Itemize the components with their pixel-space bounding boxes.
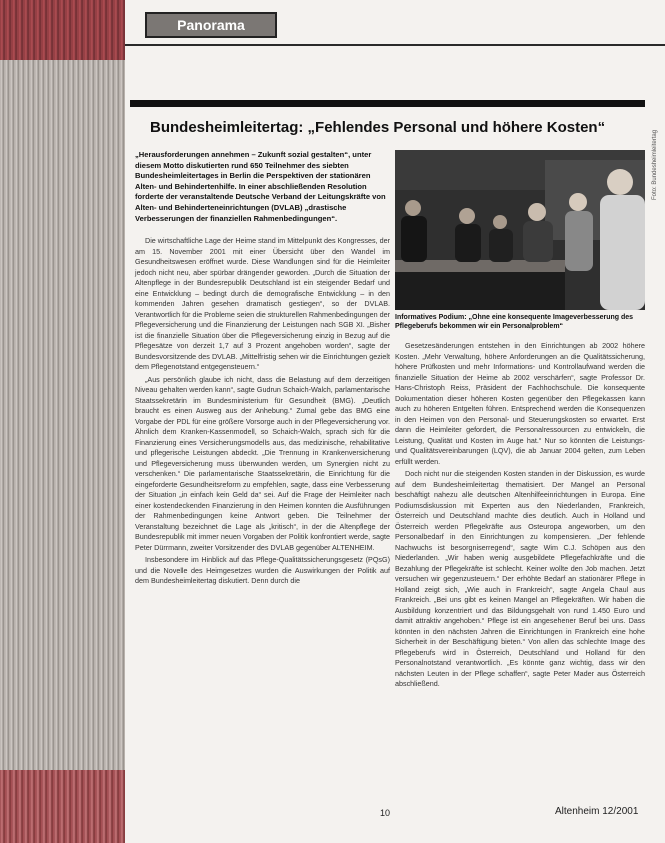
magazine-page <box>125 0 665 843</box>
book-page-stack <box>0 0 128 843</box>
issue-footer: Altenheim 12/2001 <box>555 806 639 817</box>
body-paragraph: Insbesondere im Hinblick auf das Pflege-Qualitätssicherungsgesetz (PQsG) und die Novelle des Heimgesetzes wurden die Auswirkungen der Politik auf dem Bundesheimleitertag diskutiert. Denn durch die <box>135 555 390 585</box>
podium-photo-illustration <box>395 150 645 310</box>
header-rule <box>125 44 665 46</box>
photo-credit: Foto: Bundesheimleitertag <box>652 129 658 200</box>
page-stack-bottom-edge <box>0 770 128 843</box>
section-tab: Panorama <box>145 12 277 38</box>
article-headline: Bundesheimleitertag: „Fehlendes Personal und höhere Kosten“ <box>150 119 606 136</box>
body-paragraph: Die wirtschaftliche Lage der Heime stand im Mittelpunkt des Kongresses, der am 15. November 2001 mit einer Übersicht über den Wandel im Gesundheitswesen eröffnet wurde. Diese Wandlungen sind für die Heimleiter jedoch nicht neu, aber spürbar drängender geworden. „Durch die Situation der Altenpflege in der Bundesrepublik Deutschland ist ein steigender Bedarf und eine Entwicklung – bedingt durch die demografische Entwicklung – in den kommenden Jahren gesehen dramatisch gestiegen“, so der DVLAB. Verantwortlich für die Probleme seien die strukturellen Rahmenbedingungen der Pflegeversicherung und die Finanzierung der Leistungen nach SGB XI. „Bisher ist die finanzielle Situation über die Pflegeversicherung einzig in Bezug auf die Pflegesätze von derzeit 1,7 auf 3 Prozent angehoben worden“, sagte der Bundesvorsitzende des DVLAB. „Mittelfristig sehen wir die Einrichtungen gezielt dem Pflegenotstand entgegensteuern.“ <box>135 236 390 371</box>
body-paragraph: Doch nicht nur die steigenden Kosten standen in der Diskussion, es wurde auf dem Bundesheimleitertag thematisiert. Der Mangel an Personal beschäftigt nahezu alle deutschen Altenhilfeeinrichtungen in Europa. Eine Podiumsdiskussion mit Experten aus den Niederlanden, Frankreich, Österreich und Deutschland machte dies deutlich. Auch in Holland und Österreich werden Pflegekräfte aus Osteuropa angeworben, um den Personalbedarf in den Einrichtungen zu kompensieren. „Der fehlende Nachwuchs ist besorgniserregend“, sagte Wim C.J. Schöpen aus den Niederlanden. „Wir haben wenig ausgebildete Pflegefachkräfte und die Bezahlung der Pflegekräfte ist schlecht. Keiner wollte den Job machen. Jetzt versuchen wir gegenzusteuern.“ Der erhöhte Bedarf an stationärer Pflege in Holland zeigt sich, „Wie auch in Frankreich“, sagte Angela Chaul aus Frankreich. „Bei uns gibt es keinen Mangel an Pflegekräften. Wir haben die Ausbildung konzentriert und das Bildungsgehalt von rund 1.450 Euro und damit attraktiv angehoben.“ Pflege ist ein angesehener Beruf bei uns. Dass könnten in den nächsten Jahren die Einrichtungen in Frankreich eine hohe Sicherheit in der Beschäftigung bieten.“ Von allen das schlechte Image des Pflegeberufs wird in Österreich, Deutschland und Holland für den Personalnotstand verantwortlich. „Es könnte ganz wichtig, dass wir den nächsten Leuten in der Pflege schaffen“, sagte Peter Mader aus Österreich abschließend. <box>395 469 645 688</box>
body-paragraph: „Aus persönlich glaube ich nicht, dass die Belastung auf dem derzeitigen Niveau gehalten werden kann“, sagte Gudrun Schaich-Walch, parlamentarische Staatssekretärin im Bundesministerium für Gesundheit (BMG). „Deutlich braucht es einen Ausweg aus der Anhebung.“ Zumal gebe das BMG eine Vorgabe der PDL für eine größere Vorsorge auch in der Pflegeversicherung vor. Ähnlich dem Kranken-Kassenmodell, so Schaich-Walch, sprach sich für die Finanzierung eines Versicherungsmodells aus, das medizinische, rehabilitative und pflegerische Leistungen abdeckt. „Die Trennung in Krankenversicherung und Pflegeversicherung muss überwunden werden, um Synergien nicht zu verschenken.“ Die parlamentarische Staatssekretärin, die Einrichtung für die eingeforderte Gesundheitsreform zu empfehlen, sagte, dass eine Verbesserung der Situation „in einfach kein Geld da“ sei. Auf die Frage der Heimleiter nach einer kostendeckenden Finanzierung in den Heimen konnten die Ausführungen der Rahmenbedingungen keine Antwort geben. Die Teilnehmer der Veranstaltung bezeichnet die Lage als „kritisch“, in der die Altenpflege der Bundesrepublik mit immer neuen Vorgaben der Politik konfrontiert werde, sagte Peter Dürrmann, zweiter Vorsitzender des DVLAB gegenüber ALTENHEIM. <box>135 374 390 552</box>
body-paragraph: Gesetzesänderungen entstehen in den Einrichtungen ab 2002 höhere Kosten. „Mehr Verwaltung, höhere Anforderungen an die Qualitätssicherung, höhere Prüfkosten und mehr Informations- und Kontrollaufwand werden die finanzielle Situation der Heime ab 2002 verschärfen“, sagte Professor Dr. Hans-Christoph Reiss, Präsident der Fachhochschule. Die konsequente Dokumentation dieser höheren Kosten gegenüber den Pflegekassen kann auch zu höheren Entgelten führen. Entsprechend werden die Konsequenzen in den Heimen von den Personal- und Steuerungskosten so erwartet. Erst dann die Heimleiter gefordert, die Personalressourcen zu entwickeln, die Leistung, Qualität und Kosten im Auge hat.“ Nur so könnten die Leistungs- und Qualitätsvereinbarungen (LQV), die ab Januar 2004 gelten, zum Leben erfüllt werden. <box>395 341 645 466</box>
right-column <box>395 341 645 692</box>
page-number: 10 <box>380 808 391 818</box>
photo-caption: Informatives Podium: „Ohne eine konsequente Imageverbesserung des Pflegeberufs bekommen wir ein Personalproblem“ <box>395 314 634 330</box>
article-lead: „Herausforderungen annehmen – Zukunft sozial gestalten“, unter diesem Motto diskutierten rund 650 Teilnehmer des siebten Bundesheimleitertages in Berlin die Perspektiven der stationären Alten- und Behindertenhilfe. In einer abschließenden Resolution forderte der veranstaltende Deutsche Verband der Leitungskräfte von Alten- und Behinderteneinrichtungen (DVLAB) „drastische Verbesserungen der finanziellen Rahmenbedingungen“. <box>135 150 386 223</box>
headline-rule <box>130 100 645 107</box>
podium-photo <box>395 150 645 310</box>
left-column <box>135 236 390 589</box>
